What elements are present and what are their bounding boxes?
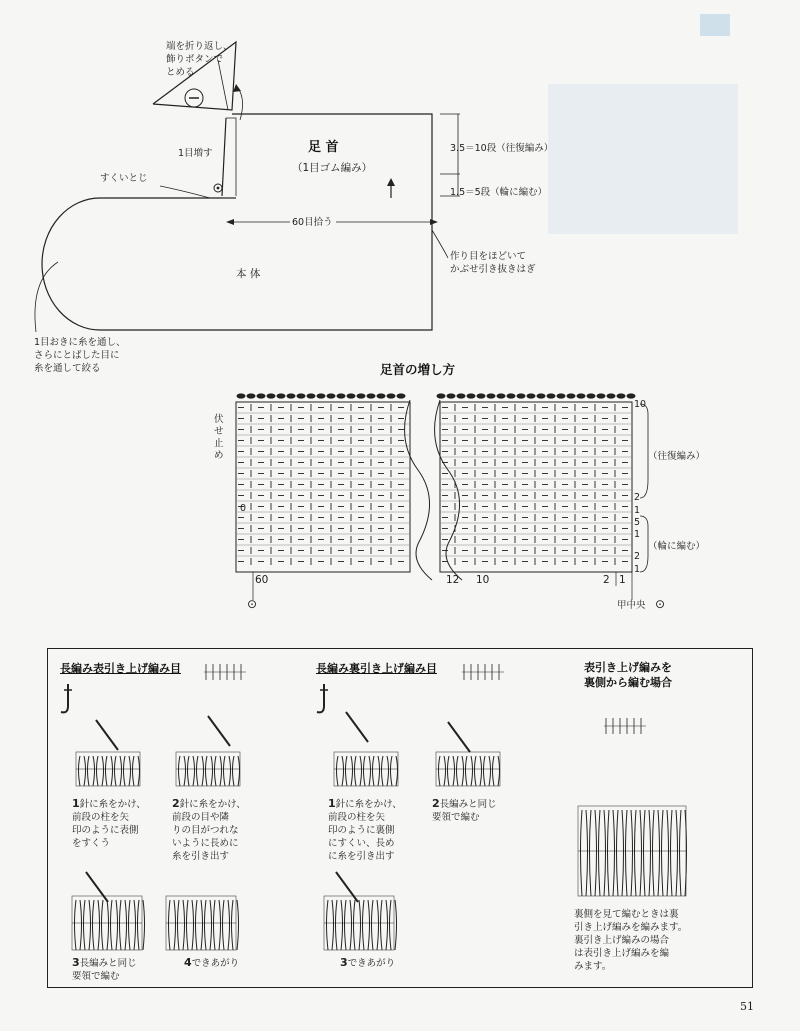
sec1-step2-swatch <box>197 756 199 786</box>
sec3-swatch <box>604 810 606 896</box>
ankle-subtitle: （1目ゴム編み） <box>292 162 373 174</box>
sec3-swatch <box>626 810 628 896</box>
sec1-title: 長編み表引き上げ編み目 <box>60 662 181 675</box>
bind-off-label: 伏 せ 止 め <box>214 414 224 461</box>
sec3-swatch <box>599 810 601 896</box>
sec1-step1-number: 1 <box>72 797 80 810</box>
sec1-step2-swatch <box>188 756 190 786</box>
sec1-step1 <box>72 797 146 850</box>
sec1-step2-swatch <box>179 756 181 786</box>
sec3-swatch <box>608 810 610 896</box>
body-label: 本 体 <box>236 268 261 280</box>
chart-row-2-lower: 2 <box>634 551 641 562</box>
sec2-step3-swatch <box>350 900 352 950</box>
sec3-swatch <box>590 810 592 896</box>
sec2-step3-swatch <box>359 900 361 950</box>
sec1-step4-swatch <box>183 900 185 950</box>
bracket-lower-label: （輪に編む） <box>648 541 706 552</box>
crochet-hook-drawing <box>346 712 368 742</box>
sec1-step4-swatch <box>219 900 221 950</box>
sec1-step4-swatch <box>178 900 180 950</box>
sec1-step2-swatch <box>220 756 222 786</box>
sec2-step3 <box>340 956 395 970</box>
sec1-step2-swatch <box>211 756 213 786</box>
sec1-step2-swatch <box>233 756 235 786</box>
dimension-top-label: 3.5＝10段（往復編み） <box>450 143 554 154</box>
sec1-step4-swatch <box>192 900 194 950</box>
sec1-step4-swatch <box>223 900 225 950</box>
tick-12: 12 <box>446 574 460 586</box>
sec1-step3-swatch <box>138 900 140 950</box>
chart-row-1-mid: 1 <box>634 529 641 540</box>
sec2-step3-swatch <box>354 900 356 950</box>
sec3-swatch <box>680 810 682 896</box>
sec1-step2-swatch <box>193 756 195 786</box>
sec1-step1-swatch <box>138 756 140 786</box>
sec1-step4-swatch <box>174 900 176 950</box>
sec1-step1-swatch <box>124 756 126 786</box>
sec3-swatch <box>640 810 642 896</box>
chart-title: 足首の増し方 <box>380 362 456 377</box>
sec2-step1-swatch <box>396 756 398 786</box>
sec1-step2-swatch <box>224 756 226 786</box>
sec1-step3-swatch <box>80 900 82 950</box>
sec3-swatch <box>617 810 619 896</box>
sec2-title: 長編み裏引き上げ編み目 <box>316 662 437 675</box>
bracket-upper-label: （往復編み） <box>648 451 706 462</box>
sec2-step1-swatch <box>346 756 348 786</box>
center-front-label: 甲中央 <box>617 600 646 611</box>
sec1-step2 <box>172 797 246 863</box>
gather-label: 1目おきに糸を通し、 さらにとばした目に 糸を通して絞る <box>34 337 126 374</box>
chart-row-2-upper: 2 <box>634 492 641 503</box>
sec1-step4-swatch <box>232 900 234 950</box>
left-marker-symbol: ⊙ <box>247 597 258 611</box>
sec1-step1-swatch <box>79 756 81 786</box>
sec2-step3-swatch <box>345 900 347 950</box>
sec3-swatch <box>671 810 673 896</box>
chart-row-10: 10 <box>634 399 647 410</box>
sec3-swatch <box>676 810 678 896</box>
sec3-swatch <box>635 810 637 896</box>
crochet-hook-drawing <box>336 872 358 902</box>
sec1-step3-swatch <box>84 900 86 950</box>
sec3-swatch <box>644 810 646 896</box>
sec2-step1-swatch <box>360 756 362 786</box>
sec2-step2-number: 2 <box>432 797 440 810</box>
chart-left-marker: 0 <box>240 503 247 514</box>
sec1-step3-swatch <box>102 900 104 950</box>
sec2-step2-swatch <box>448 756 450 786</box>
sec2-step1-swatch <box>351 756 353 786</box>
sec1-step1-swatch <box>93 756 95 786</box>
chart-row-1-lower: 1 <box>634 564 641 575</box>
sec1-step3-swatch <box>116 900 118 950</box>
sec1-step1-swatch <box>88 756 90 786</box>
sec2-step2-swatch <box>484 756 486 786</box>
sec3-swatch <box>622 810 624 896</box>
chart-row-1-upper: 1 <box>634 505 641 516</box>
sec3-swatch <box>595 810 597 896</box>
sec2-step1-swatch <box>364 756 366 786</box>
sec2-step2-swatch <box>439 756 441 786</box>
increase-label: 1目増す <box>178 148 213 159</box>
sec2-step1-swatch <box>378 756 380 786</box>
sec1-step3-swatch <box>89 900 91 950</box>
page-number: 51 <box>740 1000 754 1013</box>
dimension-bottom-label: 1.5＝5段（輪に編む） <box>450 187 548 198</box>
sec2-step3-swatch <box>341 900 343 950</box>
sec2-step2-swatch <box>471 756 473 786</box>
sec1-step4-swatch <box>228 900 230 950</box>
sec1-step2-text: 針に糸をかけ、 前段の目や隣 りの目がつれな いように長めに 糸を引き出す <box>172 799 246 862</box>
sec1-step1-swatch <box>102 756 104 786</box>
sec2-step3-swatch <box>377 900 379 950</box>
chart-row-5: 5 <box>634 517 641 528</box>
sec2-step2-swatch <box>480 756 482 786</box>
sec1-step4-text: できあがり <box>191 958 240 969</box>
sec2-step1-swatch <box>337 756 339 786</box>
sec1-step3-swatch <box>143 900 145 950</box>
sec1-step3-swatch <box>98 900 100 950</box>
sec1-step3-swatch <box>107 900 109 950</box>
sec2-step2-swatch <box>457 756 459 786</box>
sec2-step3-swatch <box>395 900 397 950</box>
sec3-swatch <box>653 810 655 896</box>
sec3-swatch <box>631 810 633 896</box>
sec1-step1-swatch <box>133 756 135 786</box>
sec2-step3-swatch <box>386 900 388 950</box>
sec1-step2-swatch <box>215 756 217 786</box>
pickup-stitches-label: 60目拾う <box>292 217 333 228</box>
sec2-step1-swatch <box>387 756 389 786</box>
hook-icon <box>317 684 324 712</box>
sec2-step2-swatch <box>453 756 455 786</box>
sec1-step3-swatch <box>120 900 122 950</box>
sec3-swatch <box>581 810 583 896</box>
sec2-step2-swatch <box>475 756 477 786</box>
sec1-step3-text: 長編みと同じ 要領で編む <box>72 958 137 982</box>
sec2-step3-swatch <box>381 900 383 950</box>
crochet-hook-drawing <box>96 720 118 750</box>
sec1-step3-swatch <box>93 900 95 950</box>
sec1-step4-swatch <box>205 900 207 950</box>
center-marker-symbol: ⊙ <box>655 597 666 611</box>
sec2-step1-swatch <box>391 756 393 786</box>
sec1-step2-swatch <box>206 756 208 786</box>
sec1-step2-swatch <box>238 756 240 786</box>
sec1-step3-swatch <box>134 900 136 950</box>
sec2-step3-text: できあがり <box>347 958 396 969</box>
sec1-step2-swatch <box>202 756 204 786</box>
sec2-step2-swatch <box>466 756 468 786</box>
tick-2: 2 <box>603 574 610 586</box>
tick-10: 10 <box>476 574 490 586</box>
cast-on-label: 作り目をほどいて かぶせ引き抜きはぎ <box>450 251 536 275</box>
sec3-title: 表引き上げ編みを 裏側から編む場合 <box>584 661 672 689</box>
sec1-step2-swatch <box>184 756 186 786</box>
hook-icon <box>61 684 68 712</box>
sec2-step3-swatch <box>372 900 374 950</box>
sec1-step1-swatch <box>111 756 113 786</box>
sec3-swatch <box>649 810 651 896</box>
sec1-step4-number: 4 <box>184 956 192 969</box>
sec2-step3-swatch <box>363 900 365 950</box>
sec1-step3-swatch <box>129 900 131 950</box>
sec1-step4-swatch <box>187 900 189 950</box>
sec1-step3 <box>72 956 137 983</box>
crochet-hook-drawing <box>448 722 470 752</box>
sec1-step2-number: 2 <box>172 797 180 810</box>
sec2-step3-swatch <box>332 900 334 950</box>
sec3-swatch <box>586 810 588 896</box>
fold-callout-label: 端を折り返し、 飾りボタンで とめる <box>166 41 233 78</box>
sec2-step1-swatch <box>342 756 344 786</box>
sec2-step1-number: 1 <box>328 797 336 810</box>
sec2-step2-text: 長編みと同じ 要領で編む <box>432 799 497 823</box>
sec2-step1-swatch <box>369 756 371 786</box>
sec1-step4-swatch <box>214 900 216 950</box>
sec1-step1-swatch <box>106 756 108 786</box>
sec3-swatch <box>658 810 660 896</box>
crochet-hook-drawing <box>208 716 230 746</box>
sec2-step2-swatch <box>489 756 491 786</box>
sec1-step4 <box>184 956 239 970</box>
sec2-step2-swatch <box>462 756 464 786</box>
sec1-step3-number: 3 <box>72 956 80 969</box>
sec3-swatch <box>662 810 664 896</box>
sec1-step3-swatch <box>125 900 127 950</box>
sec1-step4-swatch <box>210 900 212 950</box>
sec3-swatch <box>667 810 669 896</box>
sec1-step4-swatch <box>237 900 239 950</box>
sec1-step2-swatch <box>229 756 231 786</box>
sec1-step4-swatch <box>196 900 198 950</box>
sec2-step3-swatch <box>390 900 392 950</box>
sec2-step2 <box>432 797 497 824</box>
sec2-step3-number: 3 <box>340 956 348 969</box>
sec2-step3-swatch <box>327 900 329 950</box>
sec1-step1-swatch <box>115 756 117 786</box>
sec2-step1 <box>328 797 402 863</box>
sec2-step1-text: 針に糸をかけ、 前段の柱を矢 印のように裏側 にすくい、長め に糸を引き出す <box>328 799 402 862</box>
sec1-step1-swatch <box>84 756 86 786</box>
sec2-step3-swatch <box>336 900 338 950</box>
sec1-step1-text: 針に糸をかけ、 前段の柱を矢 印のように表側 をすくう <box>72 799 146 849</box>
ankle-title: 足 首 <box>308 140 339 155</box>
sec1-step4-swatch <box>169 900 171 950</box>
tick-1: 1 <box>619 574 626 586</box>
sec2-step2-swatch <box>493 756 495 786</box>
sec2-step1-swatch <box>373 756 375 786</box>
sec2-step2-swatch <box>444 756 446 786</box>
sec2-step2-swatch <box>498 756 500 786</box>
sec2-step1-swatch <box>355 756 357 786</box>
sec1-step1-swatch <box>97 756 99 786</box>
sec1-step3-swatch <box>111 900 113 950</box>
tick-60: 60 <box>255 574 269 586</box>
sec2-step3-swatch <box>368 900 370 950</box>
sukui-toji-label: すくいとじ <box>100 173 148 184</box>
sec1-step3-swatch <box>75 900 77 950</box>
sec2-step1-swatch <box>382 756 384 786</box>
sec1-step4-swatch <box>201 900 203 950</box>
sec3-note: 裏側を見て編むときは裏 引き上げ編みを編みます。 裏引き上げ編みの場合 は表引き上げ編みを編 みます。 <box>574 909 688 972</box>
sec1-step1-swatch <box>129 756 131 786</box>
crochet-hook-drawing <box>86 872 108 902</box>
sec3-swatch <box>613 810 615 896</box>
sec1-step1-swatch <box>120 756 122 786</box>
